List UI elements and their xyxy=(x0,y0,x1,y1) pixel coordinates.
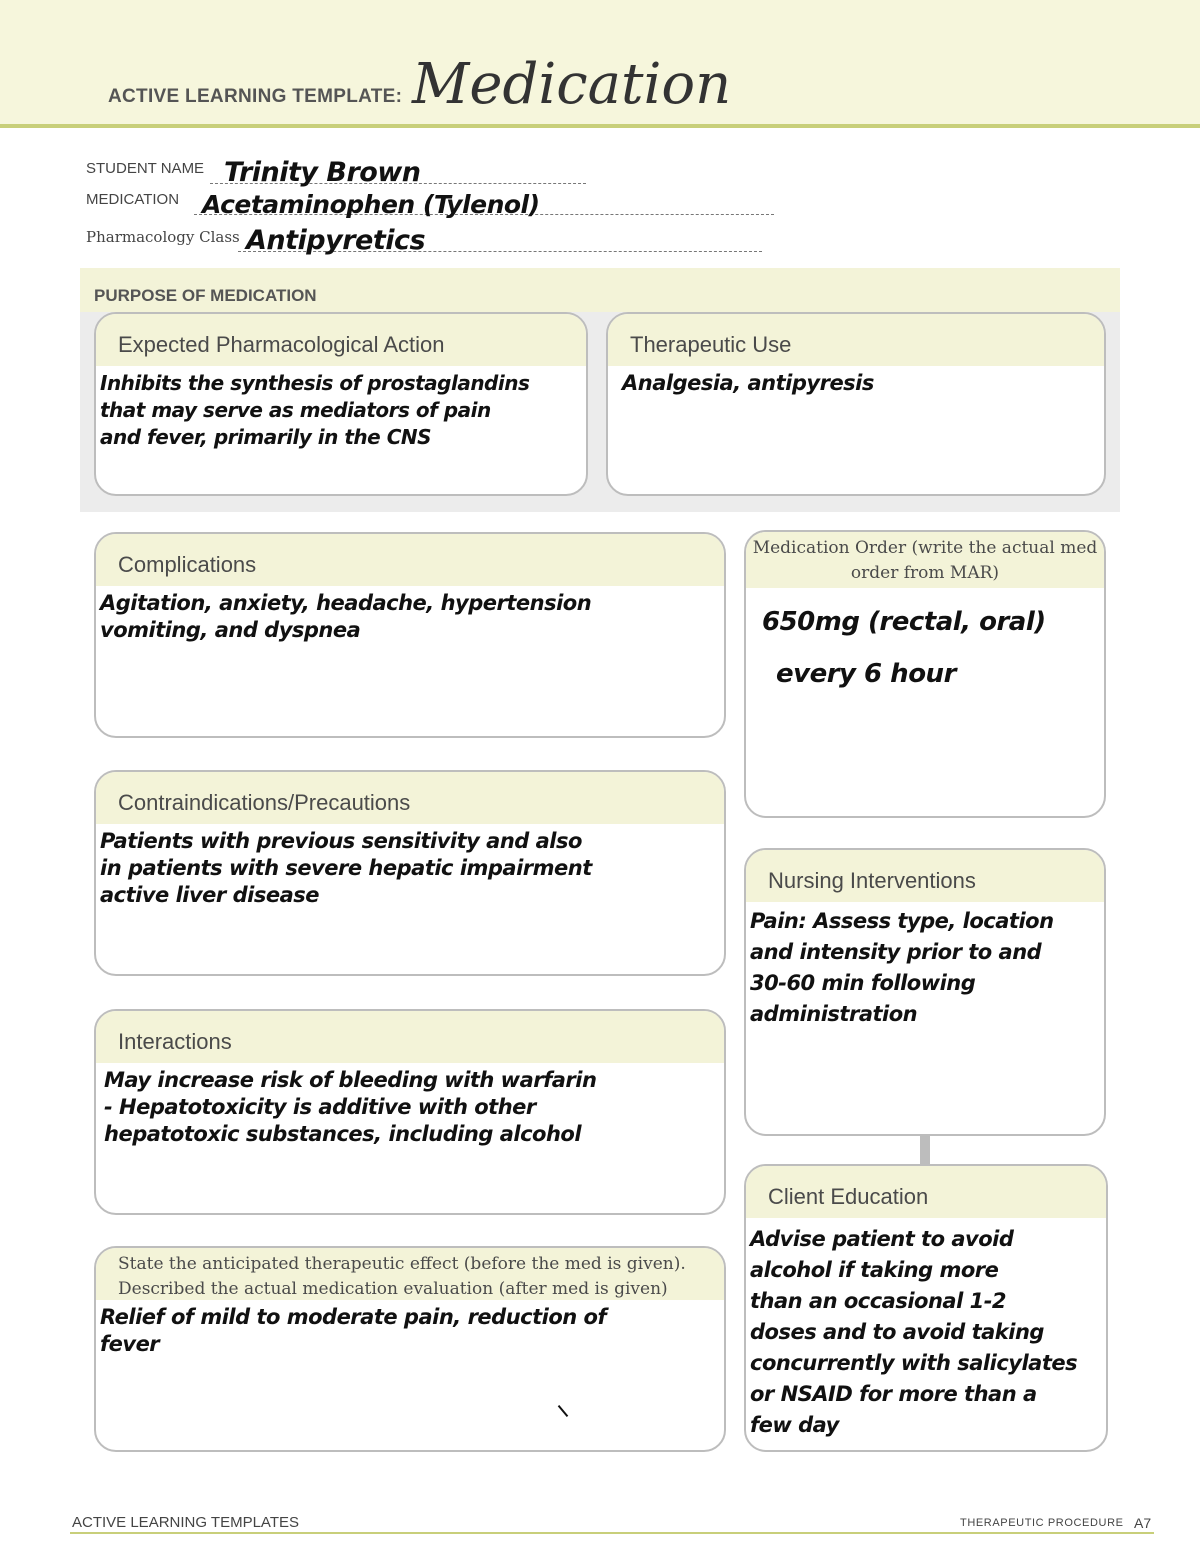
text-line: every 6 hour xyxy=(776,659,956,689)
text-line: concurrently with salicylates xyxy=(750,1351,1078,1375)
text-line: - Hepatotoxicity is additive with other xyxy=(104,1095,536,1119)
medication-label: MEDICATION xyxy=(86,191,180,208)
footer-divider xyxy=(70,1532,1154,1534)
contraindications-box[interactable] xyxy=(94,770,726,976)
header-band xyxy=(0,0,1200,128)
text-line: administration xyxy=(750,1002,918,1026)
complications-box[interactable] xyxy=(94,532,726,738)
interactions-box[interactable] xyxy=(94,1009,726,1215)
text-line: 650mg (rectal, oral) xyxy=(762,607,1046,637)
evaluation-title-line1: State the anticipated therapeutic effect (before the med is given). xyxy=(118,1254,686,1274)
text-line: May increase risk of bleeding with warfarin xyxy=(104,1068,597,1092)
pharmacology-class-label: Pharmacology Class xyxy=(86,228,240,246)
therapeutic-use-text xyxy=(622,370,1098,397)
text-line: active liver disease xyxy=(100,883,319,907)
text-line: fever xyxy=(100,1332,160,1356)
box-connector xyxy=(920,1134,930,1166)
pharmacology-class-value[interactable]: Antipyretics xyxy=(246,225,426,256)
footer-page-number: A7 xyxy=(1134,1515,1152,1531)
complications-text xyxy=(100,590,718,644)
text-line: Analgesia, antipyresis xyxy=(622,371,874,395)
student-name-label: STUDENT NAME xyxy=(86,160,205,177)
expected-action-title: Expected Pharmacological Action xyxy=(118,332,445,357)
therapeutic-use-box[interactable] xyxy=(606,312,1106,496)
template-label: ACTIVE LEARNING TEMPLATE: xyxy=(108,86,403,107)
contraindications-text xyxy=(100,828,718,909)
medication-value[interactable]: Acetaminophen (Tylenol) xyxy=(202,190,540,219)
therapeutic-use-title: Therapeutic Use xyxy=(630,332,792,357)
text-line: and fever, primarily in the CNS xyxy=(100,425,432,449)
text-line: doses and to avoid taking xyxy=(750,1320,1044,1344)
text-line: Advise patient to avoid xyxy=(750,1227,1014,1251)
nursing-interventions-box[interactable] xyxy=(744,848,1106,1136)
evaluation-title-line2: Described the actual medication evaluation (after med is given) xyxy=(118,1279,668,1299)
text-line: in patients with severe hepatic impairment xyxy=(100,856,592,880)
evaluation-title xyxy=(118,1252,686,1302)
client-education-box[interactable] xyxy=(744,1164,1108,1452)
interactions-title: Interactions xyxy=(118,1029,232,1054)
interactions-text xyxy=(104,1067,718,1148)
client-education-text xyxy=(750,1224,1100,1441)
footer-left-label: ACTIVE LEARNING TEMPLATES xyxy=(72,1514,299,1531)
medication-order-title-line1: Medication Order (write the actual med xyxy=(752,538,1098,558)
nursing-interventions-title: Nursing Interventions xyxy=(768,868,976,893)
text-line: few day xyxy=(750,1413,839,1437)
medication-order-title xyxy=(746,536,1104,586)
expected-action-box[interactable] xyxy=(94,312,588,496)
text-line: that may serve as mediators of pain xyxy=(100,398,491,422)
text-line: 30-60 min following xyxy=(750,971,976,995)
medication-order-box[interactable] xyxy=(744,530,1106,818)
text-line: than an occasional 1-2 xyxy=(750,1289,1007,1313)
text-line: Pain: Assess type, location xyxy=(750,909,1054,933)
medication-order-text xyxy=(762,596,1098,700)
text-line: hepatotoxic substances, including alcohol xyxy=(104,1122,582,1146)
student-name-row xyxy=(86,157,506,188)
purpose-header xyxy=(80,268,1120,312)
pharmacology-class-row xyxy=(86,225,766,256)
medication-order-title-line2: order from MAR) xyxy=(850,563,1000,583)
expected-action-text xyxy=(100,370,580,451)
text-line: and intensity prior to and xyxy=(750,940,1042,964)
footer-right-label: THERAPEUTIC PROCEDURE xyxy=(960,1517,1124,1529)
medication-row xyxy=(86,190,776,219)
complications-title: Complications xyxy=(118,552,257,577)
page-title: Medication xyxy=(412,52,732,117)
nursing-interventions-text xyxy=(750,906,1098,1030)
text-line: Patients with previous sensitivity and also xyxy=(100,829,582,853)
text-line: alcohol if taking more xyxy=(750,1258,999,1282)
evaluation-text xyxy=(100,1304,718,1358)
text-line: vomiting, and dyspnea xyxy=(100,618,361,642)
text-line: Agitation, anxiety, headache, hypertension xyxy=(100,591,592,615)
client-education-title: Client Education xyxy=(768,1184,929,1209)
text-line: Relief of mild to moderate pain, reduction of xyxy=(100,1305,607,1329)
evaluation-box[interactable] xyxy=(94,1246,726,1452)
student-name-value[interactable]: Trinity Brown xyxy=(224,157,421,188)
purpose-title: PURPOSE OF MEDICATION xyxy=(94,286,317,305)
text-line: Inhibits the synthesis of prostaglandins xyxy=(100,371,530,395)
contraindications-title: Contraindications/Precautions xyxy=(118,790,411,815)
text-line: or NSAID for more than a xyxy=(750,1382,1037,1406)
